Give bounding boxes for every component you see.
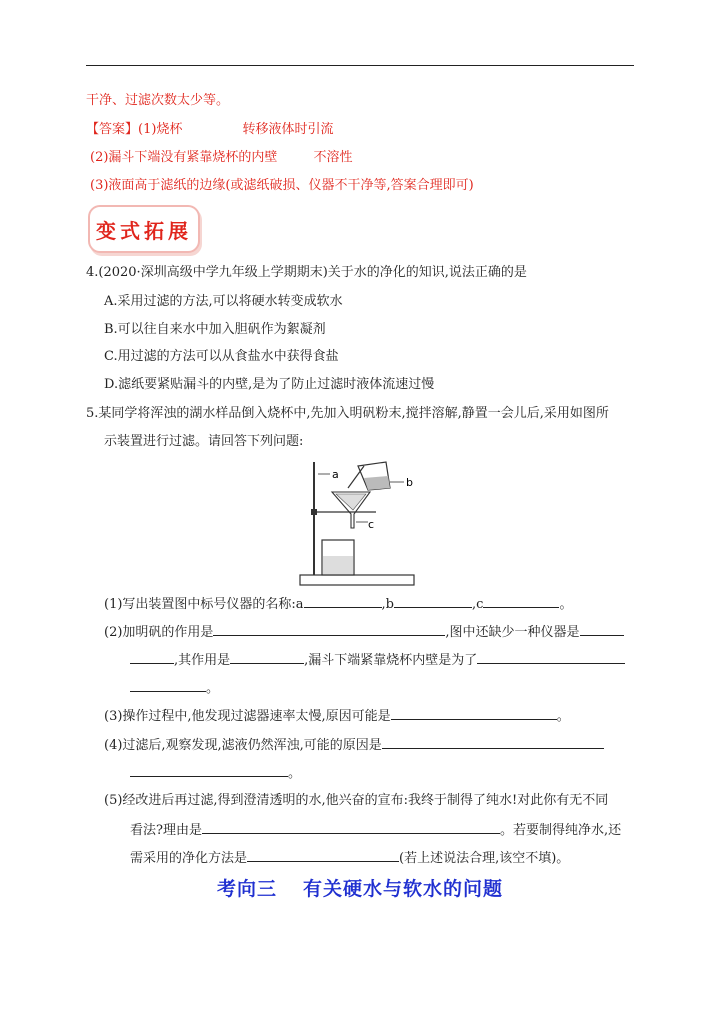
q5-part-5-text-b: 。若要制得纯净水,还 [499,823,622,838]
q5-part-2-line-1 [104,622,624,642]
answer-blank-missing-instrument[interactable] [580,622,624,636]
extension-badge [88,205,200,253]
q4-option-c: C.用过滤的方法可以从食盐水中获得食盐 [104,349,339,364]
q5-part-3 [104,706,570,726]
q5-part-1-text: (1)写出装置图中标号仪器的名称:a [104,597,304,612]
answer-blank-alum-role[interactable] [213,622,445,636]
answer-blank-b[interactable] [394,594,472,608]
q5-part-3-end: 。 [556,709,570,724]
answer-blank-turbid-reason-cont[interactable] [130,763,288,777]
q5-part-2-text-c: ,其作用是 [174,653,231,668]
answer-continuation: 干净、过滤次数太少等。 [86,93,230,108]
answer-blank-a[interactable] [304,594,382,608]
answer-tag: 【答案】 [86,122,139,137]
q5-part-5-line-3 [130,848,569,868]
q5-part-2-text-a: (2)加明矾的作用是 [104,625,214,640]
q5-part-1 [104,594,572,614]
filtration-apparatus-figure [296,458,426,588]
label-a: a [332,468,339,481]
q4-option-d: D.滤纸要紧贴漏斗的内壁,是为了防止过滤时液体流速过慢 [104,377,435,392]
answer-blank-instrument-role[interactable] [230,650,304,664]
section-heading-part-1: 考向三 [216,878,277,900]
answer-line-1 [86,121,333,139]
answer-line-2 [90,149,352,167]
section-heading-part-2: 有关硬水与软水的问题 [303,878,504,900]
q5-part-4-line-1 [104,735,604,755]
answer-2-b: 不溶性 [313,150,353,165]
label-b: b [406,476,413,489]
glass-rod [348,466,364,488]
extension-badge-label: 变式拓展 [96,218,192,243]
answer-blank-slow-reason[interactable] [391,706,557,720]
q5-part-1-sep-c: ,c [472,597,484,612]
answer-blank-missing-instrument-cont[interactable] [130,650,174,664]
answer-blank-turbid-reason[interactable] [382,735,604,749]
q5-part-2-line-2 [130,650,625,670]
q5-part-4-end: 。 [288,766,302,781]
label-c: c [368,518,375,531]
answer-blank-pure-water-reason[interactable] [202,820,500,834]
filtrate [323,556,353,574]
answer-blank-purification-method[interactable] [247,848,399,862]
answer-line-3: (3)液面高于滤纸的边缘(或滤纸破损、仪器不干净等,答案合理即可) [90,178,474,193]
answer-blank-c[interactable] [483,594,559,608]
q4-option-b: B.可以往自来水中加入胆矾作为絮凝剂 [104,322,326,337]
q5-part-2-text-d: ,漏斗下端紧靠烧杯内壁是为了 [304,653,478,668]
muddy-water [364,476,390,490]
q5-part-5-line-2 [130,820,621,840]
q5-stem-line-1: 5.某同学将浑浊的湖水样品倒入烧杯中,先加入明矾粉末,搅拌溶解,静置一会儿后,采用如图所 [86,406,609,421]
header-rule [86,65,634,66]
answer-1-num: (1) [138,122,157,137]
q5-part-2-line-3 [130,678,219,698]
q5-part-5-text-a: 看法?理由是 [130,823,202,838]
q5-part-4-text: (4)过滤后,观察发现,滤液仍然浑浊,可能的原因是 [104,738,382,753]
q5-part-4-line-2 [130,763,301,783]
q5-part-5-line-1: (5)经改进后再过滤,得到澄清透明的水,他兴奋的宣布:我终于制得了纯水!对此你有无不同 [104,793,609,808]
answer-2-a: 漏斗下端没有紧靠烧杯的内壁 [108,150,278,165]
answer-blank-funnel-purpose-cont[interactable] [130,678,206,692]
q5-part-5-text-c: 需采用的净化方法是 [130,851,248,866]
clamp-knob [311,509,317,515]
q5-part-1-sep-b: ,b [381,597,395,612]
q5-part-2-end: 。 [206,681,220,696]
q5-part-2-text-b: ,图中还缺少一种仪器是 [445,625,580,640]
stand-base [300,575,414,585]
q4-stem: 4.(2020·深圳高级中学九年级上学期期末)关于水的净化的知识,说法正确的是 [86,265,527,280]
section-heading [0,874,720,901]
answer-1-a: 烧杯 [156,122,183,137]
answer-1-b: 转移液体时引流 [242,122,334,137]
answer-blank-funnel-purpose[interactable] [477,650,625,664]
q4-option-a: A.采用过滤的方法,可以将硬水转变成软水 [104,294,343,309]
q5-part-1-end: 。 [559,597,573,612]
q5-part-5-text-d: (若上述说法合理,该空不填)。 [399,851,570,866]
answer-2-num: (2) [90,150,109,165]
q5-stem-line-2: 示装置进行过滤。请回答下列问题: [104,434,304,449]
q5-part-3-text: (3)操作过程中,他发现过滤器速率太慢,原因可能是 [104,709,391,724]
